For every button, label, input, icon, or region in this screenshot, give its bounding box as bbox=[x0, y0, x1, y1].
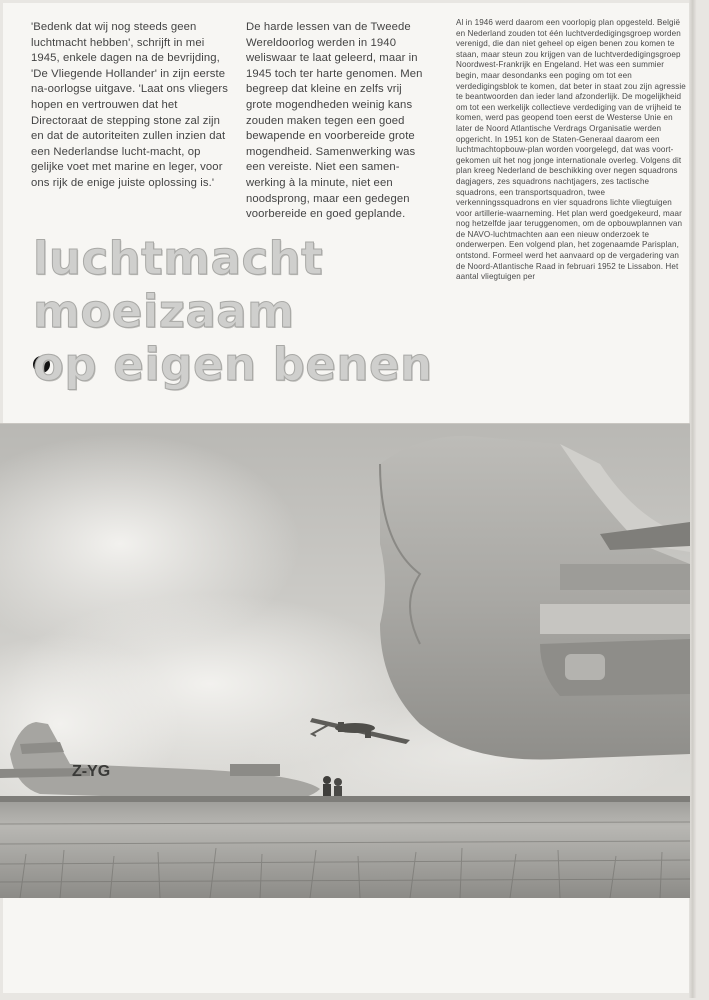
aircraft-marking: Z-YG bbox=[72, 763, 111, 780]
article-column-1: 'Bedenk dat wij nog steeds geen luchtmacht hebben', schrijft in mei 1945, enkele dagen na de bevrijding, 'De Vliegende Hollander' in zijn eerste na-oorlogse uitgave. 'Laat ons vliegers hopen en vertrouwen dat het Directoraat de stepping stone zal zijn en dat de autoriteiten zullen inzien dat een Nederlandse lucht-macht, op gelijke voet met marine en leger, voor ons rijk de enige juiste oplossing is.' bbox=[31, 21, 228, 189]
page-edge bbox=[689, 0, 697, 998]
headline-line-2: moeizaam bbox=[33, 285, 295, 338]
airfield-photo-svg bbox=[0, 424, 690, 898]
airfield-ground bbox=[0, 796, 690, 898]
airfield-photo bbox=[0, 424, 690, 898]
article-column-3: Al in 1946 werd daarom een voorlopig plan opgesteld. België en Nederland zouden tot één luchtverdedigingsgroep worden verenigd, die dan niet geheel op eigen benen zou komen te staan, maar steun zou krijgen van de luchtverdedigingsgroep Noordwest-Frankrijk en Engeland. Het was een summier begin, maar desondanks een poging om tot een verdedigingsblok te komen, dat beter in staat zou zijn agressie te beantwoorden dan ieder land afzonderlijk. De mogelijkheid om tot een werkelijk collectieve verdediging van de vrijheid te komen, werd pas geopend toen eerst de Westerse Unie en later de Noord Atlantische Verdrags Organisatie werden opgericht. In 1951 kon de Staten-Generaal daarom een luchtmachtopbouw-plan worden voorgelegd, dat was voort-gekomen uit het nog jonge internationale overleg. Volgens dit plan kreeg Nederland de beschikking over negen squadrons dagjagers, zes squadrons nachtjagers, zes tactische squadrons, een transportsquadron, twee verkenningssquadrons en vier squadrons lichte vliegtuigen voor artillerie-waarneming. Het plan werd goedgekeurd, maar nog hetzelfde jaar teruggenomen, om de opbouwplannen van de NAVO-luchtmachten aan een nieuw onderzoek te onderwerpen. Een volgend plan, het zogenaamde Parisplan, ontstond. Formeel werd het aanvaard op de vergadering van de Noord-Atlantische Raad in februari 1952 te Lissabon. Het aantal vliegtuigen per bbox=[456, 18, 686, 282]
headline bbox=[33, 232, 433, 391]
headline-line-3: op eigen benen bbox=[33, 338, 433, 391]
headline-line-1: luchtmacht bbox=[33, 232, 324, 285]
article-column-2: De harde lessen van de Tweede Wereldoorlog werden in 1940 weliswaar te laat geleerd, maar in 1945 toch ter harte genomen. Men begreep dat kleine en zelfs vrij grote mogendheden weinig kans zouden maken tegen een goed bewapende en voorbereide grote mogendheid. Samenwerking was een vereiste. Niet een samen-werking à la minute, niet een noodsprong, maar een gedegen voorbereide en goed geplande. bbox=[246, 21, 423, 221]
